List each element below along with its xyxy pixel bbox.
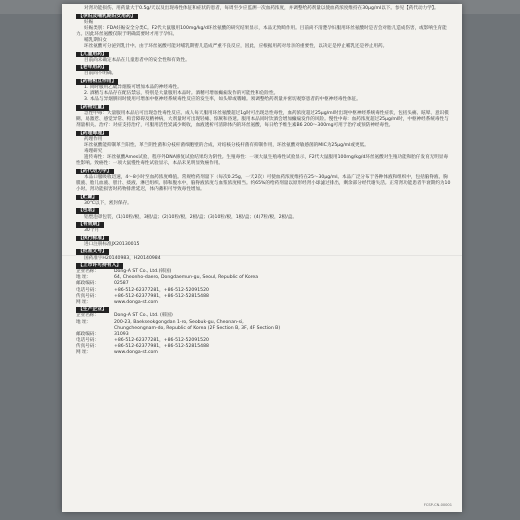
section-pharmacology-heading: 【药理毒理】	[78, 130, 107, 136]
section-overdose-heading: 【药物过量】	[78, 104, 107, 110]
lactation-subtitle: 哺乳期妇女	[84, 37, 107, 43]
interactions-text-3: 3. 本品与异烟肼同时使用可增加中枢神经系统毒性反应的发生率，如头晕或嗜睡。须调整给药剂量并密切观察患者的中枢神经毒性体征。	[84, 97, 361, 103]
mfr-website-label: 网 址：	[76, 349, 92, 355]
mfr-name-label: 企业名称：	[76, 313, 99, 319]
mfr-postcode-label: 邮政编码：	[76, 331, 99, 337]
validity-text: 30个月	[84, 228, 100, 234]
mfr-address-label: 地 址：	[76, 319, 92, 325]
pharmacology-sub1: 药理作用	[84, 136, 103, 142]
section-mah-heading: 【上市许可持有人】	[78, 263, 122, 269]
mfr-postcode-value: 31093	[114, 331, 129, 337]
lactation-text: 环丝氨酸可分泌到乳汁中。由于环丝氨酸可能对哺乳期婴儿造成严重不良反应，因此，应根据用药对母亲的重要性，以决定是停止哺乳还是停止用药。	[84, 44, 388, 50]
mfr-address2-value: Chungcheongnam-do, Republic of Korea (2F Section B, 3F, 4F Section B)	[114, 325, 281, 331]
pharmacology-sub2: 毒理研究	[84, 149, 103, 155]
mfr-website-value: www.donga-st.com	[114, 349, 158, 355]
section-pregnancy-heading: 【孕妇及哺乳期妇女用药】	[78, 13, 136, 19]
intro-paragraph: 对肾功能损伤、用药量大于0.5g/天以及出现毒性体征和症状的患者，每周至少应监测一次血药浓度，并调整给药剂量以使血药浓度维持在30μg/ml以下。参见【药代动力学】。	[84, 6, 439, 11]
section-interactions-heading: 【药物相互作用】	[78, 79, 117, 85]
section-packaging-heading: 【包装】	[78, 208, 98, 214]
mah-website-row	[76, 300, 452, 306]
paper-fold-line	[62, 255, 462, 256]
mah-phone-label: 电话号码：	[76, 287, 99, 293]
section-elderly-heading: 【老年用药】	[78, 65, 107, 71]
children-text: 目前尚未确定本品在儿童患者中的安全性和有效性。	[84, 57, 190, 63]
mah-postcode-value: 02587	[114, 281, 129, 287]
pharmacokinetics-text: 本品口服吸收迅速，4～8小时至血药浓度峰值。常规给药剂量下（每次0.25g，一天2次）可使血药浓度维持在25～30μg/ml。本品广泛分布于各种体液和组织中，包括脑脊液、胸膜液、胎儿血液、胆汁、痰液、淋巴组织、肺和腹水中，脑脊液浓度与血浆浓度相当。约65%的给药剂量以原形经肾小球滤过排出，剩余部分经代谢失活。正常肾功能患者半衰期约为10小时。肾功能损害时药物排泄延迟，体内蓄积可导致毒性增加。	[76, 174, 451, 193]
mfr-address-value: 200-23, Baekseokgongdan 1-ro, Seobuk-gu, Cheonan-si,	[114, 319, 244, 325]
mah-name-value: Dong-A ST Co., Ltd.(韩国)	[114, 269, 172, 275]
mah-phone-value: +86-512-62377281，+86-512-52091520	[114, 287, 209, 293]
elderly-text: 目前尚不明确。	[84, 71, 117, 77]
pharmacology-text1: 环丝氨酸能抑制革兰阳性、革兰阴性菌和分枝杆菌细胞壁的合成，对结核分枝杆菌有抑制作用，环丝氨酸对敏感菌的MIC为25μg/ml或更低。	[84, 142, 369, 148]
pregnancy-subtitle: 妊娠	[84, 19, 94, 25]
interactions-text-2: 2. 酒精与本品存在配伍禁忌，特别是大量服用本品时。酒精可增加癫痫发作的可能性和危险性。	[84, 91, 279, 97]
mah-address-label: 地 址：	[76, 275, 92, 281]
overdose-text: 急性中毒：大量服用本品后可出现急性毒性反应。成人每天服用环丝氨酸超过1g时可出现急性毒性，血药浓度超过25μg/ml时出现中枢神经系统毒性症状，包括头痛、眩晕、意识模糊、易激惹、感觉异常、构音障碍及精神病，大剂量时可出现轻瘫、惊厥和昏迷。服用本品同时饮酒会增加癫痫发作的风险。慢性中毒：血药浓度超过25μg/ml时，中枢神经系统毒性与剂量相关。治疗：对症支持治疗，可服用活性炭减少吸收，血液透析可清除体内的环丝氨酸，每日给予维生素B6 200～300mg可用于治疗或预防神经毒性。	[76, 111, 449, 129]
interactions-text-1: 1. 同时服用乙硫异烟胺可增加本品的神经毒性。	[84, 85, 182, 91]
mah-address-value: 64, Cheonho-daero, Dongdaemun-gu, Seoul, Republic of Korea	[114, 275, 259, 281]
standard-text: 进口注册标准JX20130015	[84, 241, 140, 247]
mah-postcode-label: 邮政编码：	[76, 281, 99, 287]
mah-website-value: www.donga-st.com	[114, 299, 158, 305]
packaging-text: 铝塑泡罩包装，(1)10粒/板，3板/盒；(2)10粒/板，2板/盒；(3)10粒/板，1板/盒；(4)7粒/板，2板/盒。	[84, 214, 297, 220]
section-standard-heading: 【执行标准】	[78, 235, 107, 241]
section-validity-heading: 【有效期】	[78, 222, 102, 228]
section-storage-heading: 【贮藏】	[78, 194, 98, 200]
pharmacology-text2: 遗传毒性：环丝氨酸Ames试验，程序外DNA修复试验结果均为阴性。生殖毒性：一项大鼠生殖毒性试验显示，F2代大鼠服用100mg/kg/d环丝氨酸对生殖功能和胎仔发育无明显毒性影响。致癌性：一项大鼠慢性毒性试验显示，本品未见明显致癌作用。	[76, 155, 449, 167]
approval-text: 国药准字H20140983，H20140984	[84, 255, 161, 261]
section-pharmacokinetics-heading: 【药代动力学】	[78, 168, 112, 174]
section-approval-heading: 【批准文号】	[78, 249, 107, 255]
mah-fax-label: 传真号码：	[76, 293, 99, 299]
mah-name-label: 企业名称：	[76, 269, 99, 275]
section-manufacturer-heading: 【生产企业】	[78, 307, 107, 313]
mfr-fax-value: +86-512-62377981，+86-512-52815488	[114, 343, 209, 349]
mfr-phone-label: 电话号码：	[76, 337, 99, 343]
storage-text: 30℃以下，密封保存。	[84, 200, 132, 206]
mfr-fax-label: 传真号码：	[76, 343, 99, 349]
mfr-phone-value: +86-512-62377281，+86-512-52091520	[114, 337, 209, 343]
mah-website-label: 网 址：	[76, 299, 92, 305]
mah-fax-value: +86-512-62377981，+86-512-52815488	[114, 293, 209, 299]
section-children-heading: 【儿童用药】	[78, 51, 107, 57]
package-insert-sheet	[62, 4, 462, 512]
mfr-website-row	[76, 350, 452, 356]
pregnancy-text: 妊娠类别：FDA妊娠安全分类C。F2代大鼠服用100mg/kg/d环丝氨酸的研究结果显示，本品无致畸作用。目前尚不清楚孕妇服用环丝氨酸时是否会对胎儿造成伤害，或影响生育能力。因此环丝氨酸仅限于明确需要时才用于孕妇。	[76, 25, 447, 37]
print-code: FCSP-CN-00001	[423, 502, 452, 507]
mfr-name-value: Dong-A ST Co., Ltd. (韩国)	[114, 313, 173, 319]
